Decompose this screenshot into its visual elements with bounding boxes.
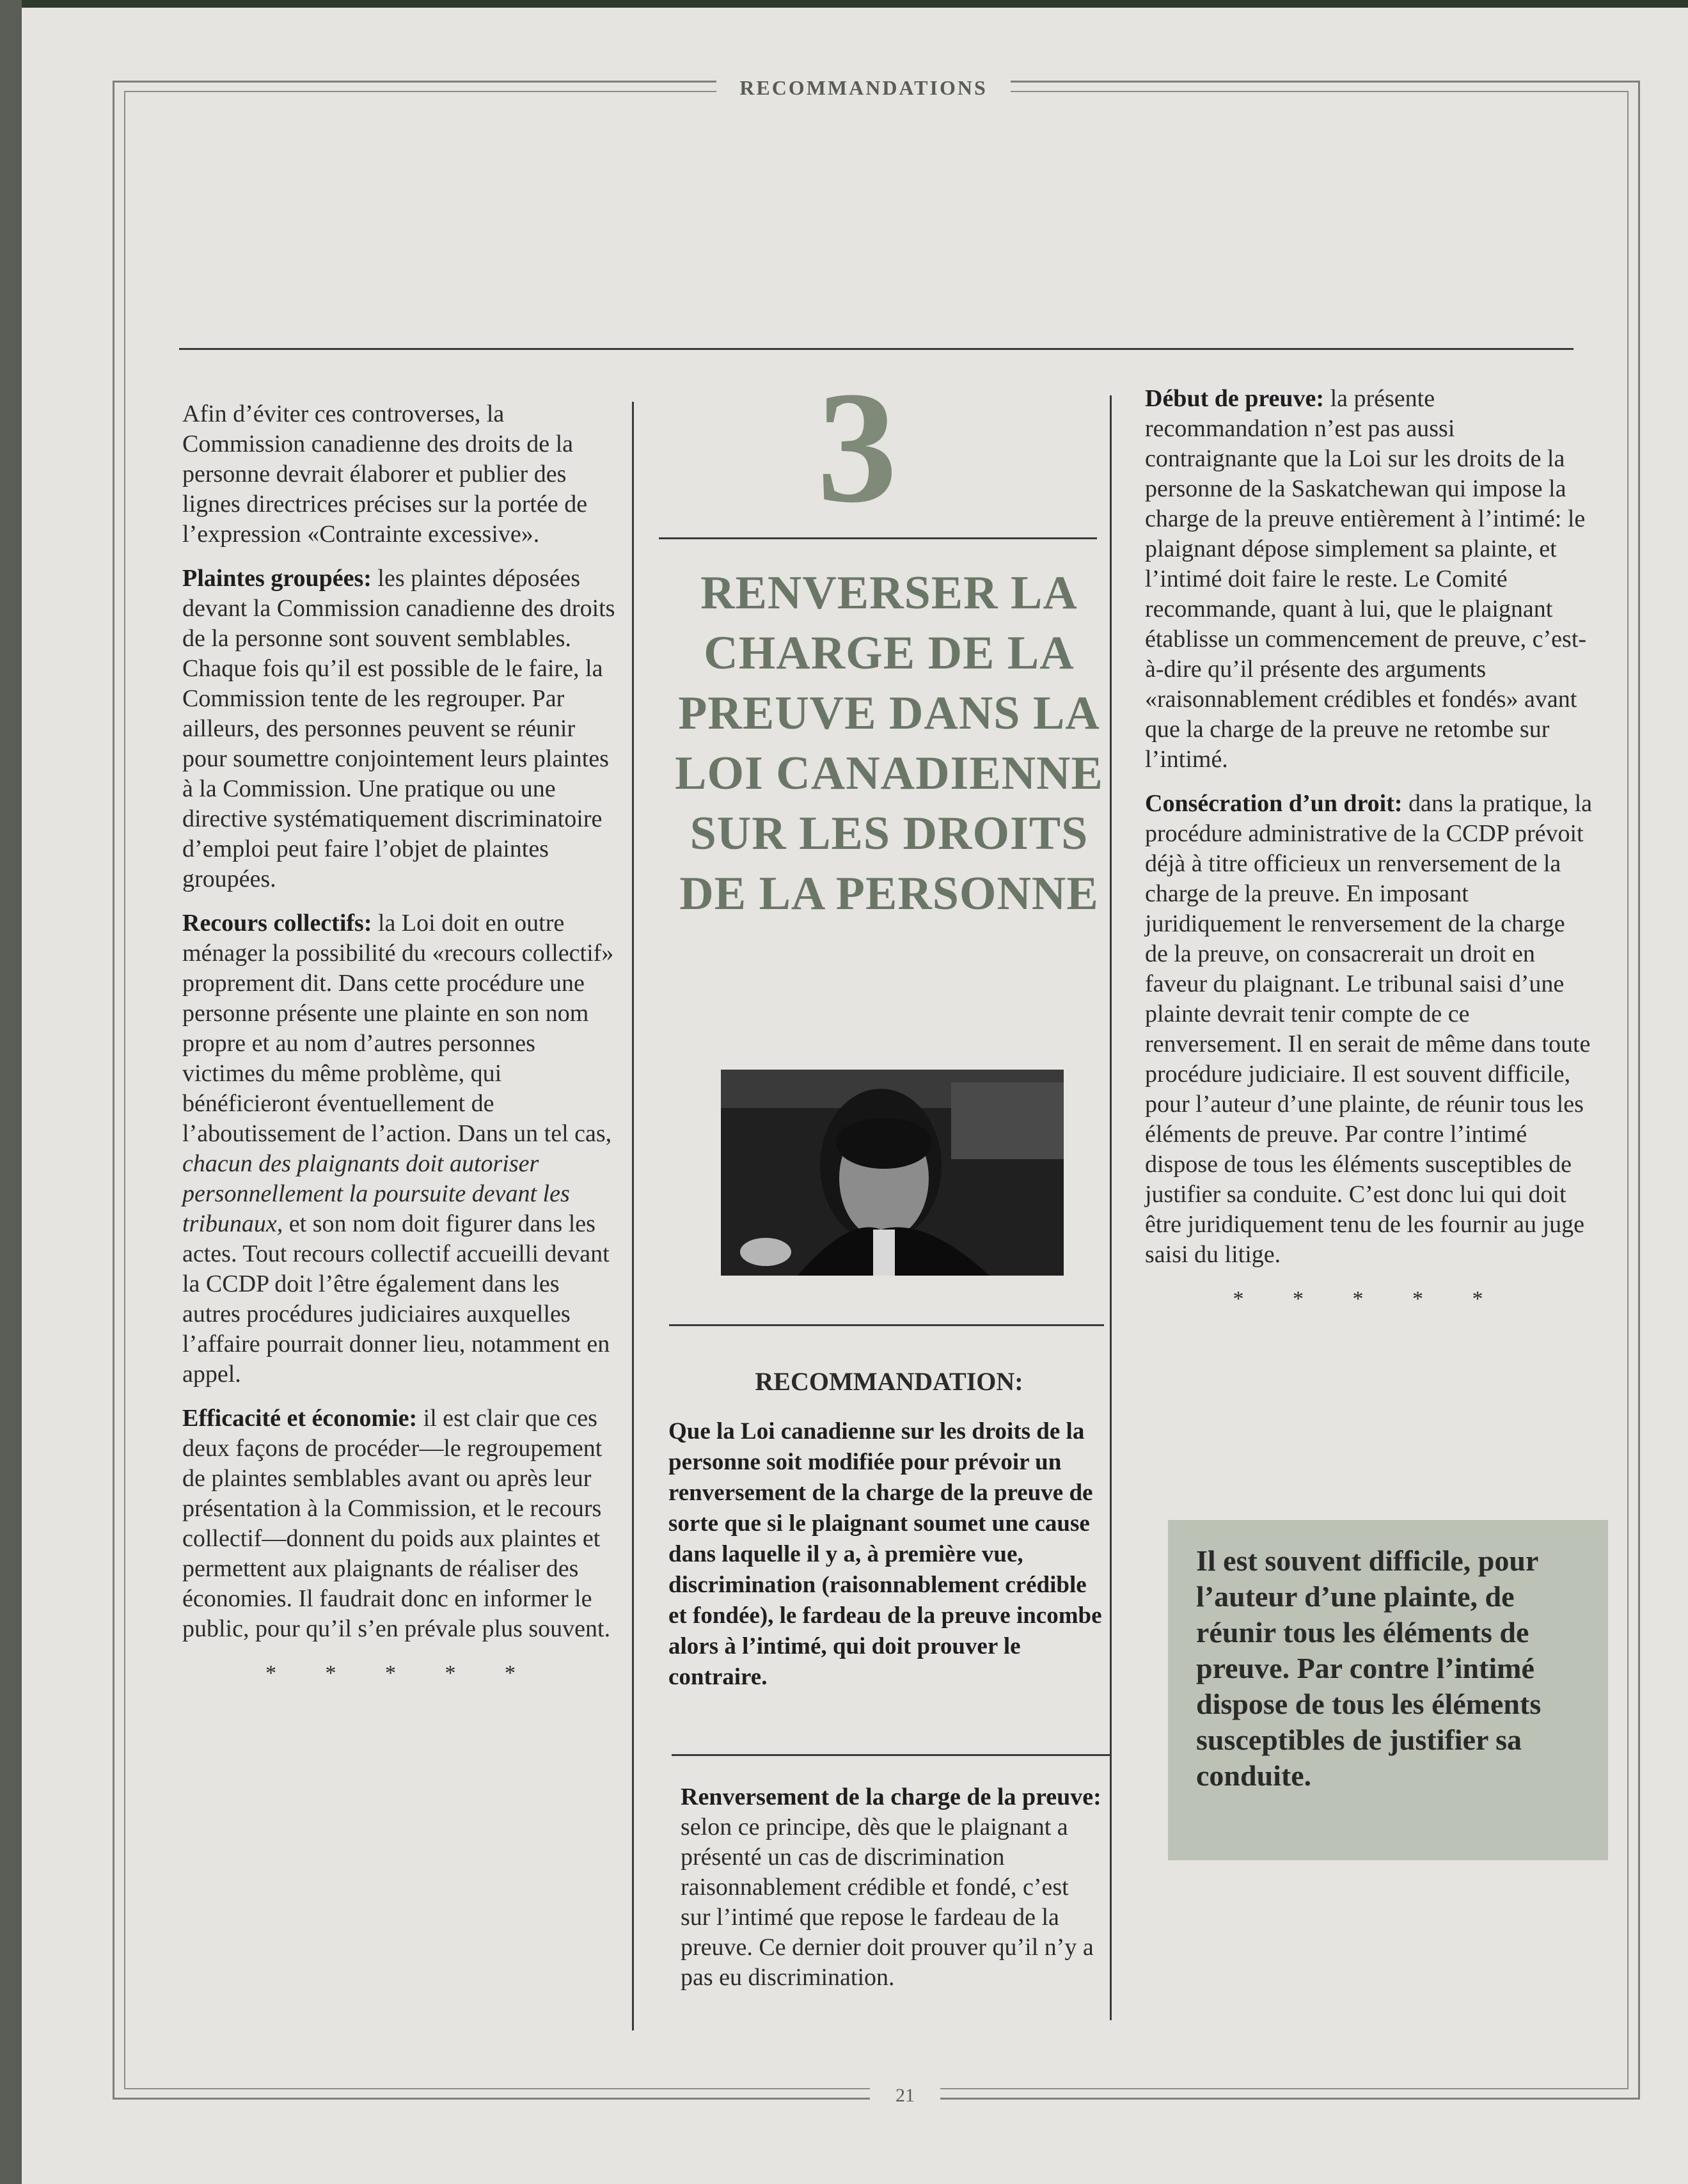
left-column xyxy=(182,399,620,1688)
paragraph-renversement: Renversement de la charge de la preuve: selon ce principe, dès que le plaignant a présenté un cas de discrimination raisonnablement crédible et fondé, c’est sur l’intimé que repose le fardeau de la preuve. Ce dernier doit prouver qu’il n’y a pas eu discrimination. xyxy=(681,1784,1101,1991)
page-number: 21 xyxy=(870,2083,940,2109)
photo-man-at-table xyxy=(721,1070,1064,1276)
pull-quote: Il est souvent difficile, pour l’auteur d’une plainte, de réunir tous les éléments de preuve. Par contre l’intimé dispose de tous les éléments susceptibles de justifier sa conduite. xyxy=(1168,1520,1608,1860)
paragraph-heading: Début de preuve: xyxy=(1145,385,1325,412)
section-separator-stars: * * * * * xyxy=(1233,1287,1505,1311)
paragraph-heading: Recours collectifs: xyxy=(182,910,372,937)
paragraph-recours-collectifs: Recours collectifs: la Loi doit en outre ménager la possibilité du «recours collectif» proprement dit. Dans cette procédure une personne présente une plainte en son nom propre et au nom d’autres personnes victimes du même problème, qui bénéficieront éventuellement de l’aboutissement de l’action. Dans un tel cas, chacun des plaignants doit autoriser personnellement la poursuite devant les tribunaux, et son nom doit figurer dans les actes. Tout recours collectif accueilli devant la CCDP doit l’être également dans les autres procédures judiciaires auxquelles l’affaire pourrait donner lieu, notamment en appel. xyxy=(182,910,614,1388)
running-header: RECOMMANDATIONS xyxy=(716,72,1011,104)
recommendation-text: Que la Loi canadienne sur les droits de la personne soit modifiée pour prévoir un renversement de la charge de la preuve de sorte que si le plaignant soumet une cause dans laquelle il y a, à première vue, discrimination (raisonnablement crédible et fondée), le fardeau de la preuve incombe alors à l’intimé, qui doit prouver le contraire. xyxy=(668,1418,1102,1690)
recommendation-heading: RECOMMANDATION: xyxy=(755,1367,1023,1396)
emphasis-text: chacun des plaignants doit autoriser personnellement la poursuite devant les tribunaux, xyxy=(182,1150,570,1237)
binding-edge xyxy=(0,0,22,2184)
section-separator-stars: * * * * * xyxy=(265,1661,537,1685)
paragraph-consecration: Consécration d’un droit: dans la pratique, la procédure administrative de la CCDP prévoit déjà à titre officieux un renversement de la charge de la preuve. En imposant juridiquement le renversement de la charge de la preuve, on consacrerait un droit en faveur du plaignant. Le tribunal saisi d’une plainte devrait tenir compte de ce renversement. Il en serait de même dans toute procédure judiciaire. Il est souvent difficile, pour l’auteur d’une plainte, de réunir tous les éléments de preuve. Par contre l’intimé dispose de tous les éléments susceptibles de justifier sa conduite. C’est donc lui qui doit être juridiquement tenu de les fournir au juge saisi du litige. xyxy=(1145,790,1593,1268)
intro-paragraph: Afin d’éviter ces controverses, la Commission canadienne des droits de la personne devrait élaborer et publier des lignes directrices précises sur la portée de l’expression «Contrainte excessive». xyxy=(182,400,588,548)
paragraph-heading: Consécration d’un droit: xyxy=(1145,790,1403,817)
top-rule xyxy=(179,348,1574,350)
chapter-number: 3 xyxy=(817,359,897,536)
top-edge xyxy=(0,0,1688,8)
middle-lower-column xyxy=(681,1782,1103,2007)
chapter-title: RENVERSER LA CHARGE DE LA PREUVE DANS LA LOI CANADIENNE SUR LES DROITS DE LA PERSONNE xyxy=(675,567,1103,920)
right-column xyxy=(1145,384,1593,1314)
chapter-rule xyxy=(659,537,1097,539)
paragraph-heading: Efficacité et économie: xyxy=(182,1405,418,1432)
paragraph-efficacite: Efficacité et économie: il est clair que ces deux façons de procéder—le regroupement de plaintes semblables avant ou après leur présentation à la Commission, et le recours collectif—donnent du poids aux plaintes et permettent aux plaignants de réaliser des économies. Il faudrait donc en informer le public, pour qu’il s’en prévale plus souvent. xyxy=(182,1405,611,1642)
paragraph-heading: Plaintes groupées: xyxy=(182,565,372,592)
photo-image xyxy=(721,1070,1064,1276)
paragraph-heading: Renversement de la charge de la preuve: xyxy=(681,1784,1101,1810)
recommendation-rule-top xyxy=(669,1324,1104,1326)
recommendation-rule-bottom xyxy=(672,1754,1110,1756)
column-divider-left xyxy=(632,402,634,2030)
paragraph-debut-de-preuve: Début de preuve: la présente recommandation n’est pas aussi contraignante que la Loi sur les droits de la personne de la Saskatchewan qui impose la charge de la preuve entièrement à l’intimé: le plaignant dépose simplement sa plainte, et l’intimé doit faire le reste. Le Comité recommande, quant à lui, que le plaignant établisse un commencement de preuve, c’est-à-dire qu’il présente des arguments «raisonnablement crédibles et fondés» avant que la charge de la preuve ne retombe sur l’intimé. xyxy=(1145,385,1587,773)
paragraph-plaintes-groupees: Plaintes groupées: les plaintes déposées devant la Commission canadienne des droits de la personne sont souvent semblables. Chaque fois qu’il est possible de le faire, la Commission tente de les regrouper. Par ailleurs, des personnes peuvent se réunir pour soumettre conjointement leurs plaintes à la Commission. Une pratique ou une directive systématiquement discriminatoire d’emploi peut faire l’objet de plaintes groupées. xyxy=(182,565,615,892)
